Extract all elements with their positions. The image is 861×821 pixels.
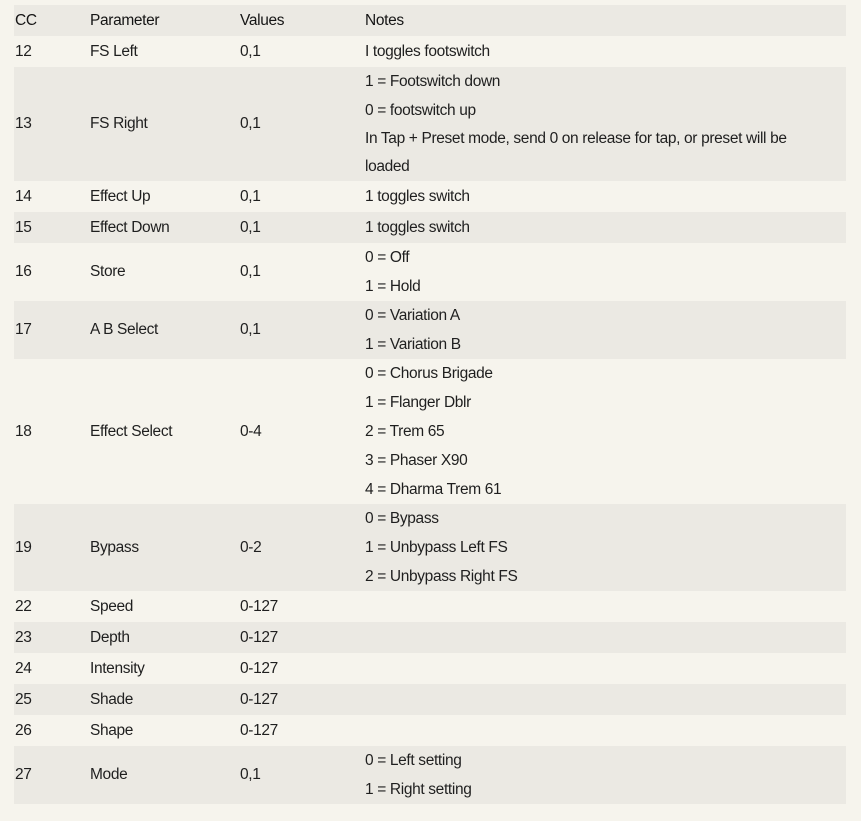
cell-values: 0-2: [240, 538, 262, 556]
note-line: 1 = Unbypass Left FS: [365, 539, 508, 556]
midi-cc-table: [14, 5, 846, 804]
header-parameter: Parameter: [90, 11, 160, 29]
cell-notes: [364, 359, 846, 504]
cell-parameter: Store: [90, 263, 126, 280]
cell-cc: 19: [15, 538, 32, 556]
cell-notes: [364, 212, 846, 243]
note-line: 1 = Footswitch down: [365, 73, 501, 90]
note-line: 0 = Variation A: [365, 307, 460, 324]
cell-values: 0,1: [240, 321, 261, 338]
header-notes: Notes: [365, 11, 404, 29]
cell-values: 0,1: [240, 187, 261, 205]
cell-parameter: Shade: [90, 690, 134, 708]
table-row: [14, 653, 846, 684]
cell-notes: [364, 591, 846, 622]
note-line: 4 = Dharma Trem 61: [365, 481, 502, 498]
table-body: [14, 36, 846, 804]
cell-cc: 13: [15, 115, 32, 132]
table-row: [14, 504, 846, 591]
cell-cc: 23: [15, 628, 32, 646]
cell-notes: [364, 684, 846, 715]
note-line: 0 = footswitch up: [365, 102, 476, 119]
note-line: In Tap + Preset mode, send 0 on release for tap, or preset will be loaded: [365, 130, 787, 175]
cell-values: 0,1: [240, 766, 261, 783]
table-row: [14, 715, 846, 746]
table-row: [14, 36, 846, 67]
table-row: [14, 622, 846, 653]
midi-cc-table-container: [14, 5, 846, 804]
note-line: 1 toggles switch: [365, 188, 470, 205]
note-line: 1 = Right setting: [365, 781, 472, 798]
table-row: [14, 684, 846, 715]
cell-parameter: Bypass: [90, 538, 139, 556]
cell-cc: 12: [15, 42, 32, 60]
cell-parameter: Intensity: [90, 659, 145, 677]
cell-notes: [364, 715, 846, 746]
cell-notes: [364, 181, 846, 212]
table-row: [14, 181, 846, 212]
cell-parameter: FS Right: [90, 115, 148, 132]
table-header-row: [14, 5, 846, 36]
cell-values: 0,1: [240, 42, 261, 60]
note-line: 1 toggles switch: [365, 219, 470, 236]
cell-values: 0,1: [240, 115, 261, 132]
cell-notes: [364, 504, 846, 591]
cell-notes: [364, 301, 846, 359]
table-row: [14, 746, 846, 804]
cell-parameter: FS Left: [90, 42, 138, 60]
cell-values: 0-127: [240, 690, 278, 708]
cell-parameter: Speed: [90, 597, 134, 615]
note-line: 1 = Flanger Dblr: [365, 394, 471, 411]
table-row: [14, 591, 846, 622]
cell-notes: [364, 243, 846, 301]
note-line: 0 = Chorus Brigade: [365, 365, 493, 382]
cell-values: 0,1: [240, 263, 261, 280]
cell-values: 0-127: [240, 659, 278, 677]
note-line: 1 = Variation B: [365, 336, 461, 353]
note-line: 0 = Bypass: [365, 510, 439, 527]
cell-notes: [364, 67, 846, 181]
cell-cc: 17: [15, 321, 32, 338]
cell-notes: [364, 36, 846, 67]
cell-values: 0-4: [240, 422, 262, 440]
note-line: 0 = Left setting: [365, 752, 462, 769]
cell-cc: 25: [15, 690, 32, 708]
cell-cc: 14: [15, 187, 32, 205]
cell-parameter: Effect Up: [90, 187, 151, 205]
note-line: 2 = Trem 65: [365, 423, 445, 440]
table-row: [14, 212, 846, 243]
table-row: [14, 243, 846, 301]
note-line: 3 = Phaser X90: [365, 452, 468, 469]
note-line: 1 = Hold: [365, 278, 421, 295]
cell-parameter: Effect Select: [90, 422, 173, 440]
table-row: [14, 67, 846, 181]
header-cc: CC: [15, 11, 37, 29]
cell-cc: 15: [15, 218, 32, 236]
cell-cc: 18: [15, 422, 32, 440]
note-line: I toggles footswitch: [365, 43, 490, 60]
cell-parameter: A B Select: [90, 321, 159, 338]
cell-values: 0-127: [240, 628, 278, 646]
cell-cc: 24: [15, 659, 32, 677]
cell-notes: [364, 746, 846, 804]
cell-cc: 27: [15, 766, 32, 783]
cell-values: 0,1: [240, 218, 261, 236]
cell-parameter: Effect Down: [90, 218, 170, 236]
cell-parameter: Mode: [90, 766, 128, 783]
cell-values: 0-127: [240, 721, 278, 739]
table-row: [14, 301, 846, 359]
cell-parameter: Depth: [90, 628, 130, 646]
cell-cc: 16: [15, 263, 32, 280]
table-row: [14, 359, 846, 504]
cell-notes: [364, 653, 846, 684]
note-line: 2 = Unbypass Right FS: [365, 568, 518, 585]
cell-notes: [364, 622, 846, 653]
cell-values: 0-127: [240, 597, 278, 615]
cell-parameter: Shape: [90, 721, 134, 739]
note-line: 0 = Off: [365, 249, 410, 266]
cell-cc: 22: [15, 597, 32, 615]
header-values: Values: [240, 11, 285, 29]
cell-cc: 26: [15, 721, 32, 739]
